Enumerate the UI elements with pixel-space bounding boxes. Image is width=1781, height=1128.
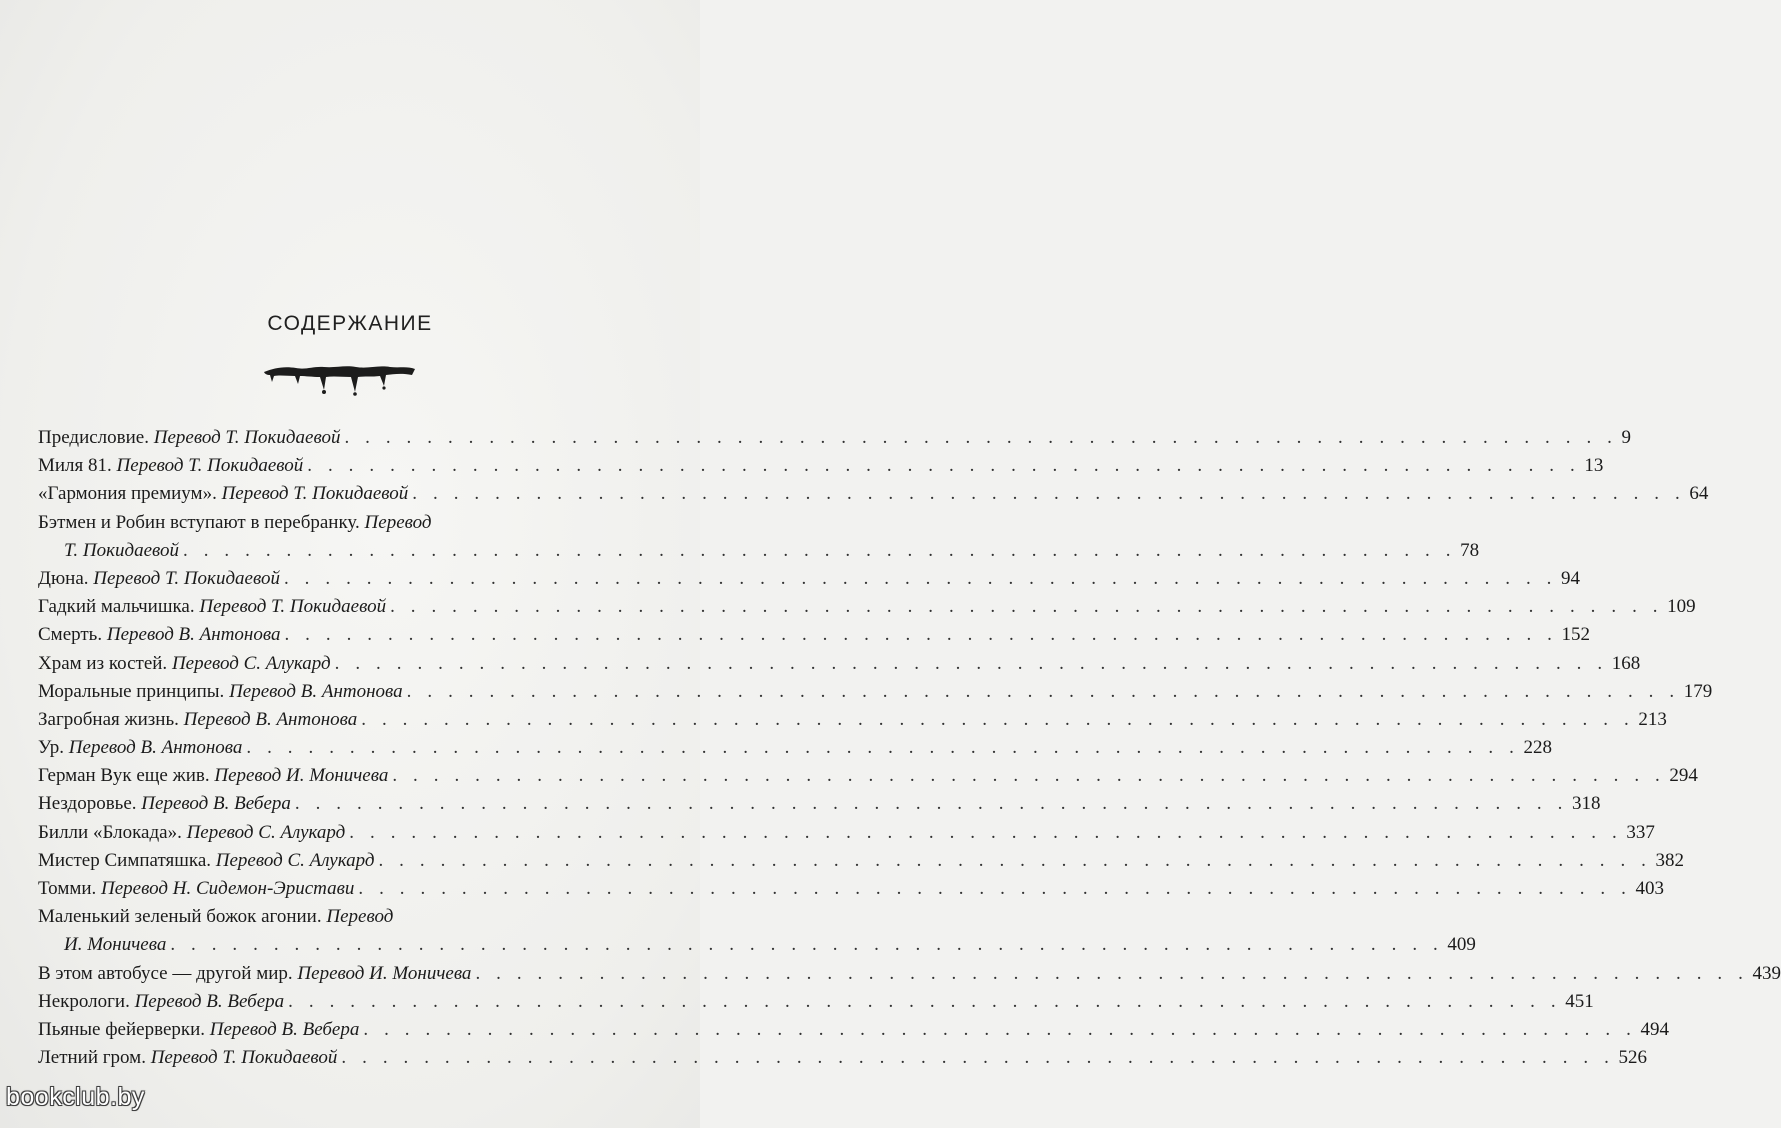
entry-title: Смерть.: [38, 624, 103, 646]
page-title: СОДЕРЖАНИЕ: [267, 312, 433, 335]
entry-page: 168: [1611, 652, 1641, 674]
leader-dots: . . . . . . . . . . . . . . . . . . . . . . . . . . . . . . . . . . . . . . . . . . . . . . . . . . . . . . . . . . . . . .: [392, 765, 1666, 787]
entry-translator: Перевод В. Антонова: [68, 737, 243, 759]
entry-page: 403: [1635, 878, 1664, 899]
entry-translator: Перевод С. Алукард: [186, 821, 346, 843]
entry-page: 228: [1523, 737, 1552, 759]
toc-entry: [38, 734, 1552, 762]
entry-translator: Перевод Т. Покидаевой: [221, 483, 409, 505]
entry-page: 337: [1626, 821, 1655, 843]
leader-dots: . . . . . . . . . . . . . . . . . . . . . . . . . . . . . . . . . . . . . . . . . . . . . . . . . . . . . . . . . . . . . .: [284, 624, 1558, 646]
toc-entry: [38, 762, 1698, 790]
toc-entry: [38, 509, 626, 537]
entry-translator: Перевод Т. Покидаевой: [199, 596, 387, 618]
toc-entry: [38, 424, 1632, 452]
entry-page: 213: [1638, 708, 1667, 730]
ornament-icon: [262, 356, 417, 396]
entry-translator: Перевод С. Алукард: [171, 652, 331, 674]
entry-title: Томми.: [38, 878, 97, 899]
entry-page: 152: [1561, 624, 1591, 646]
entry-title: Пьяные фейерверки.: [38, 1018, 206, 1040]
entry-translator: Перевод Н. Сидемон-Эристави: [101, 878, 355, 899]
entry-title: Летний гром.: [38, 1047, 146, 1069]
toc-entry: [38, 621, 1591, 649]
entry-title: Маленький зеленый божок агонии.: [38, 906, 322, 928]
toc-entry: [38, 650, 1641, 678]
table-of-contents: [38, 424, 1781, 1072]
entry-page: 13: [1584, 455, 1604, 477]
entry-page: 109: [1667, 596, 1696, 618]
leader-dots: . . . . . . . . . . . . . . . . . . . . . . . . . . . . . . . . . . . . . . . . . . . . . . . . . . . . . . . . . . . . . .: [363, 1018, 1637, 1040]
leader-dots: . . . . . . . . . . . . . . . . . . . . . . . . . . . . . . . . . . . . . . . . . . . . . . . . . . . . . . . . . . . . . .: [475, 962, 1749, 984]
entry-page: 409: [1447, 934, 1476, 956]
entry-translator: Перевод В. Вебера: [141, 793, 291, 815]
leader-dots: . . . . . . . . . . . . . . . . . . . . . . . . . . . . . . . . . . . . . . . . . . . . . . . . . . . . . . . . . . . . . .: [361, 708, 1635, 730]
entry-title: Герман Вук еще жив.: [38, 765, 210, 787]
toc-entry-continuation: [38, 537, 1480, 565]
toc-entry: [38, 706, 1667, 734]
entry-page: 179: [1683, 680, 1713, 702]
leader-dots: . . . . . . . . . . . . . . . . . . . . . . . . . . . . . . . . . . . . . . . . . . . . . . . . . . . . . . . . . . . . . .: [349, 821, 1623, 843]
leader-dots: . . . . . . . . . . . . . . . . . . . . . . . . . . . . . . . . . . . . . . . . . . . . . . . . . . . . . . . . . . . . . .: [341, 1047, 1615, 1069]
entry-title: Бэтмен и Робин вступают в перебранку.: [38, 511, 360, 533]
entry-page: 294: [1669, 765, 1698, 787]
entry-title: Храм из костей.: [38, 652, 168, 674]
entry-page: 451: [1565, 990, 1594, 1012]
toc-entry: [38, 678, 1713, 706]
entry-translator: Перевод Т. Покидаевой: [93, 567, 280, 589]
toc-entry: [38, 903, 626, 931]
entry-title: Нездоровье.: [38, 793, 137, 815]
entry-page: 64: [1689, 483, 1709, 505]
entry-translator: Перевод С. Алукард: [215, 849, 375, 871]
entry-translator: Перевод И. Моничева: [297, 962, 472, 984]
entry-page: 318: [1571, 793, 1601, 815]
leader-dots: . . . . . . . . . . . . . . . . . . . . . . . . . . . . . . . . . . . . . . . . . . . . . . . . . . . . . . . . . . . . . .: [358, 878, 1632, 899]
entry-page: 78: [1460, 539, 1480, 561]
entry-translator: Перевод В. Вебера: [134, 990, 285, 1012]
entry-translator-part: Перевод: [364, 511, 432, 533]
leader-dots: . . . . . . . . . . . . . . . . . . . . . . . . . . . . . . . . . . . . . . . . . . . . . . . . . . . . . . . . . . . . . .: [406, 680, 1680, 702]
entry-title: Мистер Симпатяшка.: [38, 849, 212, 871]
entry-page: 526: [1618, 1047, 1647, 1069]
watermark: bookclub.by: [6, 1083, 145, 1111]
toc-entry: [38, 847, 1685, 875]
leader-dots: . . . . . . . . . . . . . . . . . . . . . . . . . . . . . . . . . . . . . . . . . . . . . . . . . . . . . . . . . . . . . .: [378, 849, 1652, 871]
toc-entry: [38, 452, 1604, 480]
entry-translator: Перевод В. Антонова: [183, 708, 358, 730]
leader-dots: . . . . . . . . . . . . . . . . . . . . . . . . . . . . . . . . . . . . . . . . . . . . . . . . . . . . . . . . . . . . . .: [390, 596, 1664, 618]
entry-title: Предисловие.: [38, 427, 149, 448]
entry-title: Миля 81.: [38, 455, 112, 477]
entry-translator: Перевод В. Антонова: [229, 680, 403, 702]
entry-title: Ур.: [38, 737, 65, 759]
toc-entry: [38, 1044, 1647, 1072]
entry-translator-part: Перевод: [326, 906, 394, 928]
toc-entry: [38, 819, 1655, 847]
leader-dots: . . . . . . . . . . . . . . . . . . . . . . . . . . . . . . . . . . . . . . . . . . . . . . . . . . . . . . . . . . . . . .: [283, 567, 1558, 589]
toc-entry: [38, 960, 1781, 988]
toc-entry: [38, 593, 1696, 621]
entry-translator: Перевод В. Антонова: [106, 624, 281, 646]
leader-dots: . . . . . . . . . . . . . . . . . . . . . . . . . . . . . . . . . . . . . . . . . . . . . . . . . . . . . . . . . . . . . .: [288, 990, 1562, 1012]
toc-entry-continuation: [38, 931, 1476, 959]
leader-dots: . . . . . . . . . . . . . . . . . . . . . . . . . . . . . . . . . . . . . . . . . . . . . . . . . . . . . . . . . . . . . .: [294, 793, 1568, 815]
entry-title: Некрологи.: [38, 990, 130, 1012]
entry-title: В этом автобусе — другой мир.: [38, 962, 293, 984]
entry-page: 9: [1621, 427, 1632, 448]
toc-entry: [38, 1016, 1669, 1044]
entry-title: Дюна.: [38, 567, 89, 589]
leader-dots: . . . . . . . . . . . . . . . . . . . . . . . . . . . . . . . . . . . . . . . . . . . . . . . . . . . . . . . . . . . . . .: [412, 483, 1686, 505]
toc-entry: [38, 565, 1581, 593]
entry-title: Загробная жизнь.: [38, 708, 179, 730]
toc-entry: [38, 480, 1709, 508]
entry-page: 494: [1640, 1018, 1669, 1040]
leader-dots: . . . . . . . . . . . . . . . . . . . . . . . . . . . . . . . . . . . . . . . . . . . . . . . . . . . . . . . . . . . . . .: [246, 737, 1520, 759]
entry-page: 439: [1752, 962, 1781, 984]
leader-dots: . . . . . . . . . . . . . . . . . . . . . . . . . . . . . . . . . . . . . . . . . . . . . . . . . . . . . . . . . . . . . .: [183, 539, 1457, 561]
entry-page: 382: [1655, 849, 1685, 871]
leader-dots: . . . . . . . . . . . . . . . . . . . . . . . . . . . . . . . . . . . . . . . . . . . . . . . . . . . . . . . . . . . . . .: [334, 652, 1608, 674]
toc-entry: [38, 988, 1594, 1016]
toc-entry: [38, 875, 1664, 903]
entry-page: 94: [1561, 567, 1581, 589]
entry-translator: Перевод Т. Покидаевой: [116, 455, 304, 477]
entry-translator: Перевод И. Моничева: [214, 765, 389, 787]
entry-title: Билли «Блокада».: [38, 821, 182, 843]
entry-translator: Т. Покидаевой: [64, 539, 180, 561]
leader-dots: . . . . . . . . . . . . . . . . . . . . . . . . . . . . . . . . . . . . . . . . . . . . . . . . . . . . . . . . . . . . . .: [307, 455, 1581, 477]
entry-translator: Перевод В. Вебера: [209, 1018, 360, 1040]
leader-dots: . . . . . . . . . . . . . . . . . . . . . . . . . . . . . . . . . . . . . . . . . . . . . . . . . . . . . . . . . . . . . .: [344, 427, 1618, 448]
entry-title: «Гармония премиум».: [38, 483, 217, 505]
entry-translator: Перевод Т. Покидаевой: [150, 1047, 338, 1069]
toc-entry: [38, 790, 1601, 818]
entry-translator: И. Моничева: [64, 934, 167, 956]
entry-title: Гадкий мальчишка.: [38, 596, 195, 618]
leader-dots: . . . . . . . . . . . . . . . . . . . . . . . . . . . . . . . . . . . . . . . . . . . . . . . . . . . . . . . . . . . . . .: [170, 934, 1444, 956]
entry-translator: Перевод Т. Покидаевой: [153, 427, 341, 448]
entry-title: Моральные принципы.: [38, 680, 225, 702]
